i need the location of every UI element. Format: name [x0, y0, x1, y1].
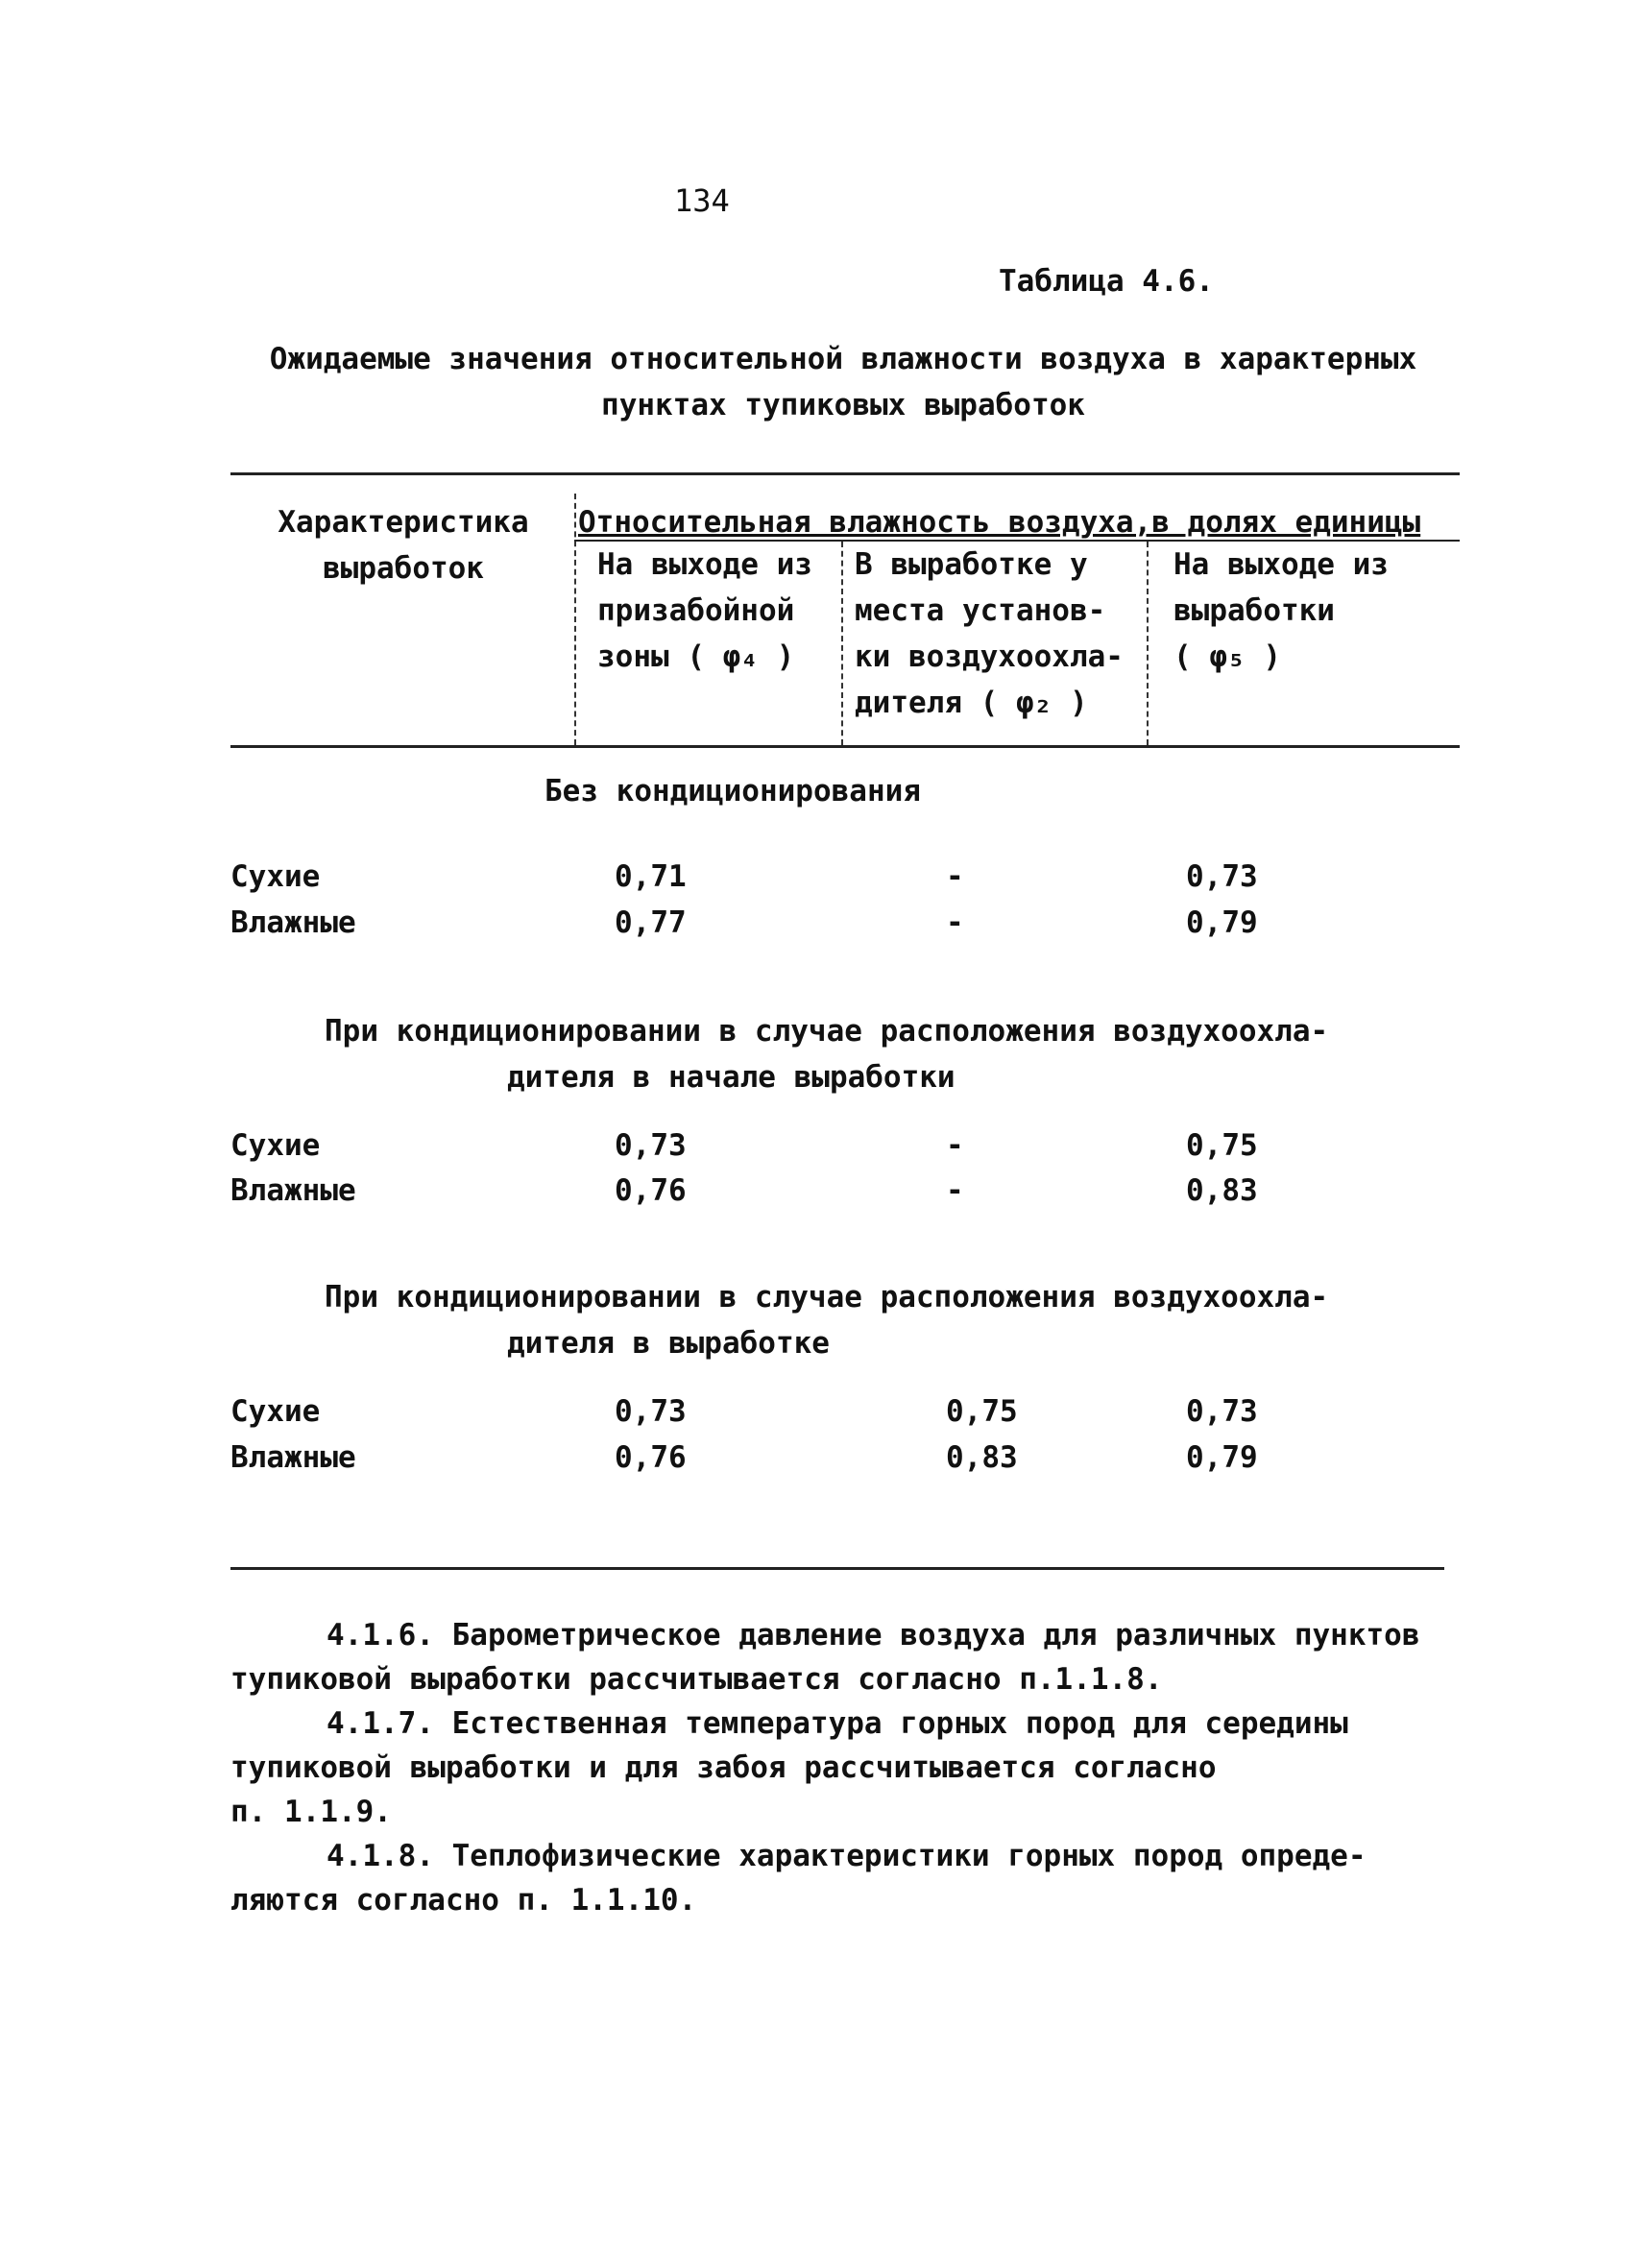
header-col2-line: В выработке у: [855, 547, 1088, 582]
table-top-rule: [230, 472, 1460, 475]
paragraph-text: 4.1.6. Барометрическое давление воздуха для различных пунктов: [327, 1618, 1420, 1653]
paragraph-line: [230, 1613, 1460, 1657]
header-col0-line: выработок: [323, 551, 484, 586]
paragraph-4-1-7: [230, 1701, 1460, 1834]
caption-line: Ожидаемые значения относительной влажности воздуха в характерных: [269, 342, 1417, 376]
paragraph-4-1-8: [230, 1834, 1460, 1922]
header-col2-line: ки воздухоохла-: [855, 639, 1124, 674]
header-col1-line: зоны ( φ₄ ): [597, 639, 795, 674]
paragraph-line: ляются согласно п. 1.1.10.: [230, 1883, 697, 1918]
paragraph-line: [230, 1701, 1460, 1746]
header-col3-line: выработки: [1173, 593, 1335, 628]
cell-value: -: [946, 859, 964, 894]
section-title-line: При кондиционировании в случае расположения воздухоохла-: [325, 1014, 1329, 1049]
cell-value: 0,79: [1186, 1440, 1258, 1475]
cell-value: 0,76: [615, 1440, 687, 1475]
cell-value: -: [946, 1173, 964, 1208]
section-title-line: При кондиционировании в случае расположения воздухоохла-: [325, 1280, 1329, 1315]
cell-value: 0,75: [1186, 1128, 1258, 1163]
cell-value: 0,77: [615, 905, 687, 940]
page-number: 134: [674, 182, 730, 219]
header-col1-line: призабойной: [597, 593, 795, 628]
section-title-line: дителя в выработке: [507, 1326, 830, 1361]
header-divider: [841, 542, 843, 745]
header-divider: [574, 494, 576, 745]
cell-value: 0,79: [1186, 905, 1258, 940]
header-bottom-rule: [230, 745, 1460, 748]
header-col2: [855, 542, 1124, 726]
cell-value: 0,83: [946, 1440, 1018, 1475]
cell-value: 0,83: [1186, 1173, 1258, 1208]
caption-line: пунктах тупиковых выработок: [601, 388, 1085, 422]
header-col1: [597, 542, 812, 680]
header-col2-line: места установ-: [855, 593, 1106, 628]
section-title: [325, 1274, 1328, 1366]
row-label: Влажные: [230, 905, 356, 940]
section-title: [544, 768, 921, 814]
table-label: Таблица 4.6.: [999, 264, 1214, 299]
cell-value: 0,76: [615, 1173, 687, 1208]
row-label: Сухие: [230, 859, 321, 894]
table-bottom-rule: [230, 1567, 1444, 1570]
paragraph-4-1-6: [230, 1613, 1460, 1701]
row-label: Сухие: [230, 1394, 321, 1429]
header-col2-line: дителя ( φ₂ ): [855, 686, 1088, 720]
header-col1-line: На выходе из: [597, 547, 812, 582]
header-col0: [259, 499, 547, 591]
header-col3-line: ( φ₅ ): [1173, 639, 1281, 674]
cell-value: 0,73: [615, 1394, 687, 1429]
cell-value: 0,75: [946, 1394, 1018, 1429]
cell-value: 0,73: [1186, 1394, 1258, 1429]
paragraph-text: 4.1.8. Теплофизические характеристики горных пород опреде-: [327, 1839, 1367, 1873]
paragraph-line: тупиковой выработки и для забоя рассчитывается согласно: [230, 1750, 1217, 1785]
paragraph-line: п. 1.1.9.: [230, 1795, 392, 1829]
cell-value: 0,73: [615, 1128, 687, 1163]
cell-value: -: [946, 905, 964, 940]
section-title-line: дителя в начале выработки: [507, 1060, 956, 1095]
header-col3: [1173, 542, 1389, 680]
header-group: Относительная влажность воздуха,в долях единицы: [578, 505, 1421, 540]
paragraph-line: тупиковой выработки рассчитывается согласно п.1.1.8.: [230, 1662, 1163, 1697]
table-caption: [229, 336, 1458, 428]
header-divider: [1147, 542, 1149, 745]
section-title: [325, 1008, 1328, 1100]
paragraph-text: 4.1.7. Естественная температура горных пород для середины: [327, 1706, 1348, 1741]
row-label: Сухие: [230, 1128, 321, 1163]
cell-value: 0,73: [1186, 859, 1258, 894]
paragraph-line: [230, 1834, 1460, 1878]
row-label: Влажные: [230, 1440, 356, 1475]
header-col3-line: На выходе из: [1173, 547, 1389, 582]
cell-value: -: [946, 1128, 964, 1163]
row-label: Влажные: [230, 1173, 356, 1208]
cell-value: 0,71: [615, 859, 687, 894]
header-col0-line: Характеристика: [278, 505, 529, 540]
section-title-line: Без кондиционирования: [544, 774, 921, 808]
